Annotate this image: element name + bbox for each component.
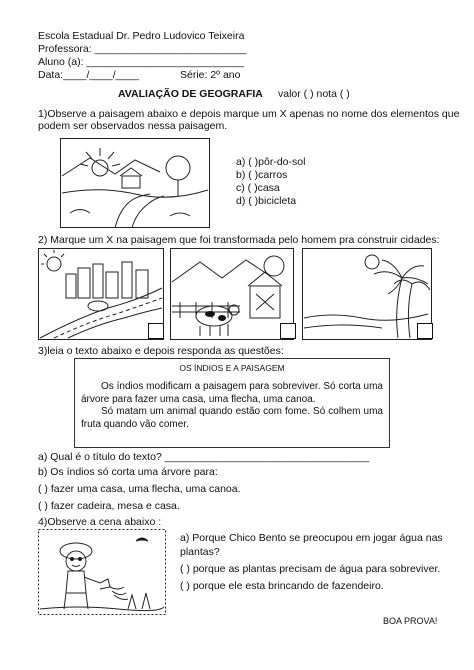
city-road-image [38, 248, 164, 340]
grade-label: Série: 2º ano [180, 69, 241, 81]
score-fields[interactable]: valor ( ) nota ( ) [278, 88, 350, 100]
q3-question-a[interactable]: a) Qual é o título do texto? ___________________________________ [38, 451, 370, 463]
chico-bento-image [38, 529, 166, 615]
reading-paragraph-2: Só matam um animal quando estão com fome. Só colhem uma fruta quando vão comer. [81, 406, 383, 430]
beach-palms-image [302, 248, 432, 340]
page-title: AVALIAÇÃO DE GEOGRAFIA [118, 88, 263, 100]
q4-question-a-line1: a) Porque Chico Bento se preocupou em jogar água nas [180, 532, 443, 544]
student-field[interactable]: Aluno (a): ___________________________ [38, 56, 245, 68]
answer-box-1[interactable] [148, 323, 164, 339]
q4-question-a-line2: plantas? [180, 546, 220, 558]
reading-title: OS ÍNDIOS E A PAISAGEM [179, 363, 285, 373]
farm-cow-image [170, 248, 294, 340]
q3-question-b: b) Os índios só corta uma árvore para: [38, 466, 218, 478]
q3-text: 3)leia o texto abaixo e depois responda as questões: [38, 345, 284, 357]
q4-option-1[interactable]: ( ) porque as plantas precisam de água para sobreviver. [180, 563, 441, 575]
reading-paragraph-1: Os índios modificam a paisagem para sobreviver. Só corta uma árvore para fazer uma casa, uma flecha, uma canoa. [81, 381, 383, 405]
landscape-sunset-image [60, 138, 210, 228]
teacher-field[interactable]: Professora: __________________________ [38, 43, 247, 55]
answer-box-2[interactable] [280, 323, 296, 339]
q3-option-2[interactable]: ( ) fazer cadeira, mesa e casa. [38, 500, 180, 512]
q1-line1: 1)Observe a paisagem abaixo e depois marque um X apenas no nome dos elementos que [38, 108, 460, 120]
footer-sign: BOA PROVA! [383, 616, 438, 626]
q1-option-a[interactable]: a) ( )pôr-do-sol [236, 156, 306, 168]
q1-option-b[interactable]: b) ( )carros [236, 169, 288, 181]
q4-text: 4)Observe a cena abaixo : [38, 516, 162, 528]
date-field[interactable]: Data:____/____/____ [38, 69, 140, 81]
q3-option-1[interactable]: ( ) fazer uma casa, uma flecha, uma canoa. [38, 483, 241, 495]
q1-option-c[interactable]: c) ( )casa [236, 182, 280, 194]
q1-option-d[interactable]: d) ( )bicicleta [236, 195, 297, 207]
q2-text: 2) Marque um X na paisagem que foi transformada pelo homem pra construir cidades: [38, 234, 440, 246]
answer-box-3[interactable] [417, 323, 433, 339]
reading-text-box [74, 358, 390, 448]
q1-line2: podem ser observados nessa paisagem. [38, 120, 228, 132]
q4-option-2[interactable]: ( ) porque ele esta brincando de fazendeiro. [180, 580, 384, 592]
school-name: Escola Estadual Dr. Pedro Ludovico Teixeira [38, 30, 245, 42]
